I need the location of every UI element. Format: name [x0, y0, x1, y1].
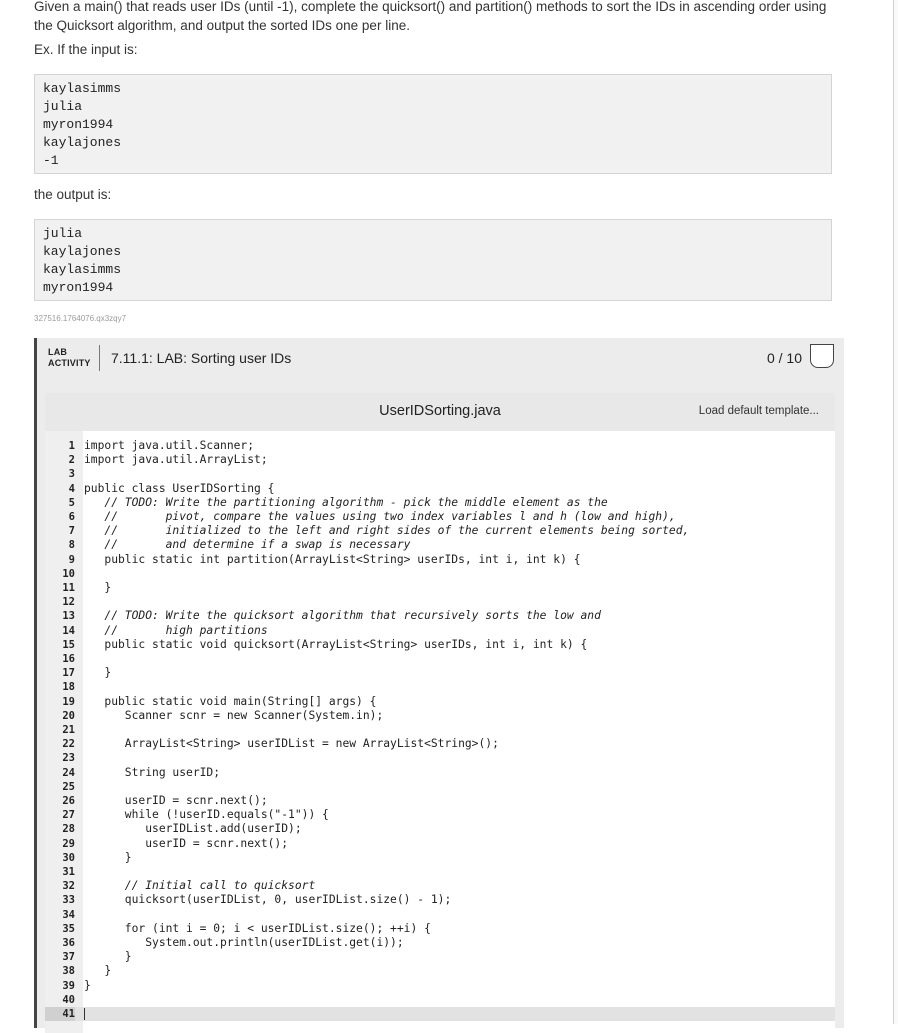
line-number: 31 — [62, 866, 75, 878]
code-line[interactable] — [45, 780, 835, 794]
editor-header — [45, 393, 835, 431]
example-output-line: julia — [43, 226, 83, 241]
code-line[interactable] — [45, 993, 835, 1007]
page-scrollbar[interactable] — [893, 0, 898, 1024]
code-line[interactable] — [45, 893, 835, 907]
line-number: 11 — [62, 582, 75, 594]
code-text: } — [84, 850, 132, 864]
code-line[interactable] — [45, 766, 835, 780]
example-output-line: kaylajones — [43, 244, 122, 259]
line-number: 40 — [62, 993, 75, 1006]
line-number: 27 — [62, 809, 75, 822]
code-line[interactable] — [45, 595, 835, 609]
example-input-line: kaylasimms — [43, 81, 122, 96]
code-text: import java.util.Scanner; — [84, 439, 255, 452]
code-line[interactable] — [45, 908, 835, 922]
line-number: 26 — [62, 795, 75, 807]
code-text: while (!userID.equals("-1")) { — [84, 808, 329, 822]
line-number: 23 — [62, 752, 75, 765]
code-line[interactable] — [45, 709, 835, 723]
completion-badge-icon — [810, 344, 834, 368]
line-number: 34 — [62, 908, 75, 921]
code-line[interactable] — [45, 510, 835, 524]
lab-activity-tag — [48, 347, 91, 369]
code-text: } — [84, 666, 112, 680]
code-line[interactable] — [45, 624, 835, 638]
code-line[interactable] — [45, 865, 835, 879]
code-line[interactable] — [45, 524, 835, 538]
example-input-line: julia — [43, 99, 83, 114]
code-text: // pivot, compare the values using two index variables l and h (low and high), — [84, 510, 676, 523]
code-line[interactable] — [45, 439, 835, 453]
line-number: 5 — [68, 496, 75, 509]
code-text: userID = scnr.next(); — [84, 836, 289, 850]
code-line[interactable] — [45, 1007, 835, 1021]
code-line[interactable] — [45, 581, 835, 595]
example-output-label: the output is: — [34, 187, 112, 202]
code-text: // TODO: Write the quicksort algorithm that recursively sorts the low and — [84, 609, 601, 623]
code-text: public static int partition(ArrayList<String> userIDs, int i, int k) { — [84, 552, 581, 566]
reference-id: 327516.1764076.qx3zqy7 — [34, 314, 127, 323]
code-line[interactable] — [45, 680, 835, 694]
code-editor — [45, 393, 835, 1033]
line-number: 24 — [62, 766, 75, 779]
line-number: 1 — [68, 440, 75, 452]
code-line[interactable] — [45, 482, 835, 496]
lab-activity-panel — [34, 338, 844, 1028]
line-number: 21 — [62, 724, 75, 736]
line-number: 16 — [62, 653, 75, 665]
code-line[interactable] — [45, 822, 835, 836]
line-number: 2 — [68, 454, 75, 467]
line-number: 7 — [68, 525, 75, 538]
lab-title: 7.11.1: LAB: Sorting user IDs — [111, 350, 292, 366]
code-line[interactable] — [45, 695, 835, 709]
line-number: 41 — [45, 1007, 75, 1021]
line-number: 17 — [62, 667, 75, 680]
code-text: userID = scnr.next(); — [84, 794, 268, 807]
line-number: 39 — [62, 979, 75, 992]
code-line[interactable] — [45, 609, 835, 623]
code-text: ArrayList<String> userIDList = new ArrayList<String>(); — [84, 737, 499, 751]
code-line[interactable] — [45, 950, 835, 964]
example-input-line: myron1994 — [43, 117, 114, 132]
code-text: public static void main(String[] args) { — [84, 694, 377, 708]
line-number: 15 — [62, 638, 75, 651]
lab-activity-header — [37, 338, 844, 380]
code-line[interactable] — [45, 453, 835, 467]
line-number: 4 — [68, 482, 75, 495]
code-line[interactable] — [45, 638, 835, 652]
line-number: 35 — [62, 922, 75, 935]
code-text: public class UserIDSorting { — [84, 481, 275, 495]
code-line[interactable] — [45, 794, 835, 808]
code-line[interactable] — [45, 553, 835, 567]
line-number: 32 — [62, 880, 75, 893]
line-number: 29 — [62, 837, 75, 850]
code-text: } — [84, 964, 112, 978]
line-number: 36 — [62, 937, 75, 949]
code-line[interactable] — [45, 751, 835, 765]
code-text: } — [84, 950, 132, 964]
code-line[interactable] — [45, 567, 835, 581]
example-input-line: -1 — [43, 153, 59, 168]
line-number: 8 — [68, 539, 75, 552]
code-text: for (int i = 0; i < userIDList.size(); ++i) { — [84, 921, 431, 935]
lab-tag-line2: ACTIVITY — [48, 358, 91, 368]
load-default-template-button[interactable]: Load default template... — [698, 405, 819, 417]
problem-description: Given a main() that reads user IDs (until -1), complete the quicksort() and partition() methods to sort the IDs in ascending order using the Quicksort algorithm, and output the sorted IDs one per line. — [34, 0, 827, 33]
line-number: 12 — [62, 596, 75, 609]
line-number: 28 — [62, 823, 75, 836]
line-number: 13 — [62, 610, 75, 623]
code-text: // high partitions — [84, 623, 268, 637]
example-input-box — [34, 74, 832, 174]
line-number: 6 — [68, 511, 75, 523]
code-text: Scanner scnr = new Scanner(System.in); — [84, 708, 384, 722]
code-text: public static void quicksort(ArrayList<String> userIDs, int i, int k) { — [84, 637, 588, 651]
code-line[interactable] — [45, 922, 835, 936]
line-number: 10 — [62, 567, 75, 580]
line-number: 22 — [62, 738, 75, 751]
code-text: System.out.println(userIDList.get(i)); — [84, 936, 404, 949]
code-line[interactable] — [45, 652, 835, 666]
code-line[interactable] — [45, 837, 835, 851]
code-line[interactable] — [45, 538, 835, 552]
line-number: 19 — [62, 695, 75, 708]
code-text: // Initial call to quicksort — [84, 879, 316, 893]
line-number: 37 — [62, 951, 75, 964]
text-cursor — [84, 1008, 85, 1020]
code-text: } — [84, 581, 112, 594]
lab-score: 0 / 10 — [766, 350, 802, 366]
example-output-line: kaylasimms — [43, 262, 122, 277]
example-output-line: myron1994 — [43, 280, 114, 295]
code-line[interactable] — [45, 467, 835, 481]
code-line[interactable] — [45, 879, 835, 893]
line-number: 25 — [62, 780, 75, 793]
code-text: userIDList.add(userID); — [84, 822, 302, 836]
code-text: // TODO: Write the partitioning algorithm - pick the middle element as the — [84, 495, 608, 509]
example-output-box — [34, 219, 832, 301]
code-line[interactable] — [45, 737, 835, 751]
line-number: 33 — [62, 894, 75, 907]
code-line[interactable] — [45, 808, 835, 822]
code-line[interactable] — [45, 851, 835, 865]
code-text: // and determine if a swap is necessary — [84, 538, 411, 552]
line-number: 20 — [62, 709, 75, 722]
code-line[interactable] — [45, 723, 835, 737]
line-number: 18 — [62, 681, 75, 694]
code-text: quicksort(userIDList, 0, userIDList.size() - 1); — [84, 893, 452, 907]
code-text: import java.util.ArrayList; — [84, 453, 268, 467]
code-text: // initialized to the left and right sides of the current elements being sorted, — [84, 524, 690, 538]
code-line[interactable] — [45, 496, 835, 510]
code-text: String userID; — [84, 765, 221, 779]
code-text: } — [84, 978, 91, 992]
file-name: UserIDSorting.java — [379, 403, 501, 419]
code-line[interactable] — [45, 666, 835, 680]
line-number: 9 — [68, 553, 75, 566]
code-line[interactable] — [45, 964, 835, 978]
line-number: 14 — [62, 624, 75, 637]
example-input-line: kaylajones — [43, 135, 122, 150]
line-number: 3 — [68, 468, 75, 481]
code-line[interactable] — [45, 979, 835, 993]
code-text-area[interactable] — [45, 431, 835, 1033]
line-number: 38 — [62, 965, 75, 978]
code-line[interactable] — [45, 936, 835, 950]
example-input-label: Ex. If the input is: — [34, 42, 138, 57]
line-number: 30 — [62, 851, 75, 864]
lab-tag-line1: LAB — [48, 347, 68, 357]
header-divider — [99, 345, 100, 371]
